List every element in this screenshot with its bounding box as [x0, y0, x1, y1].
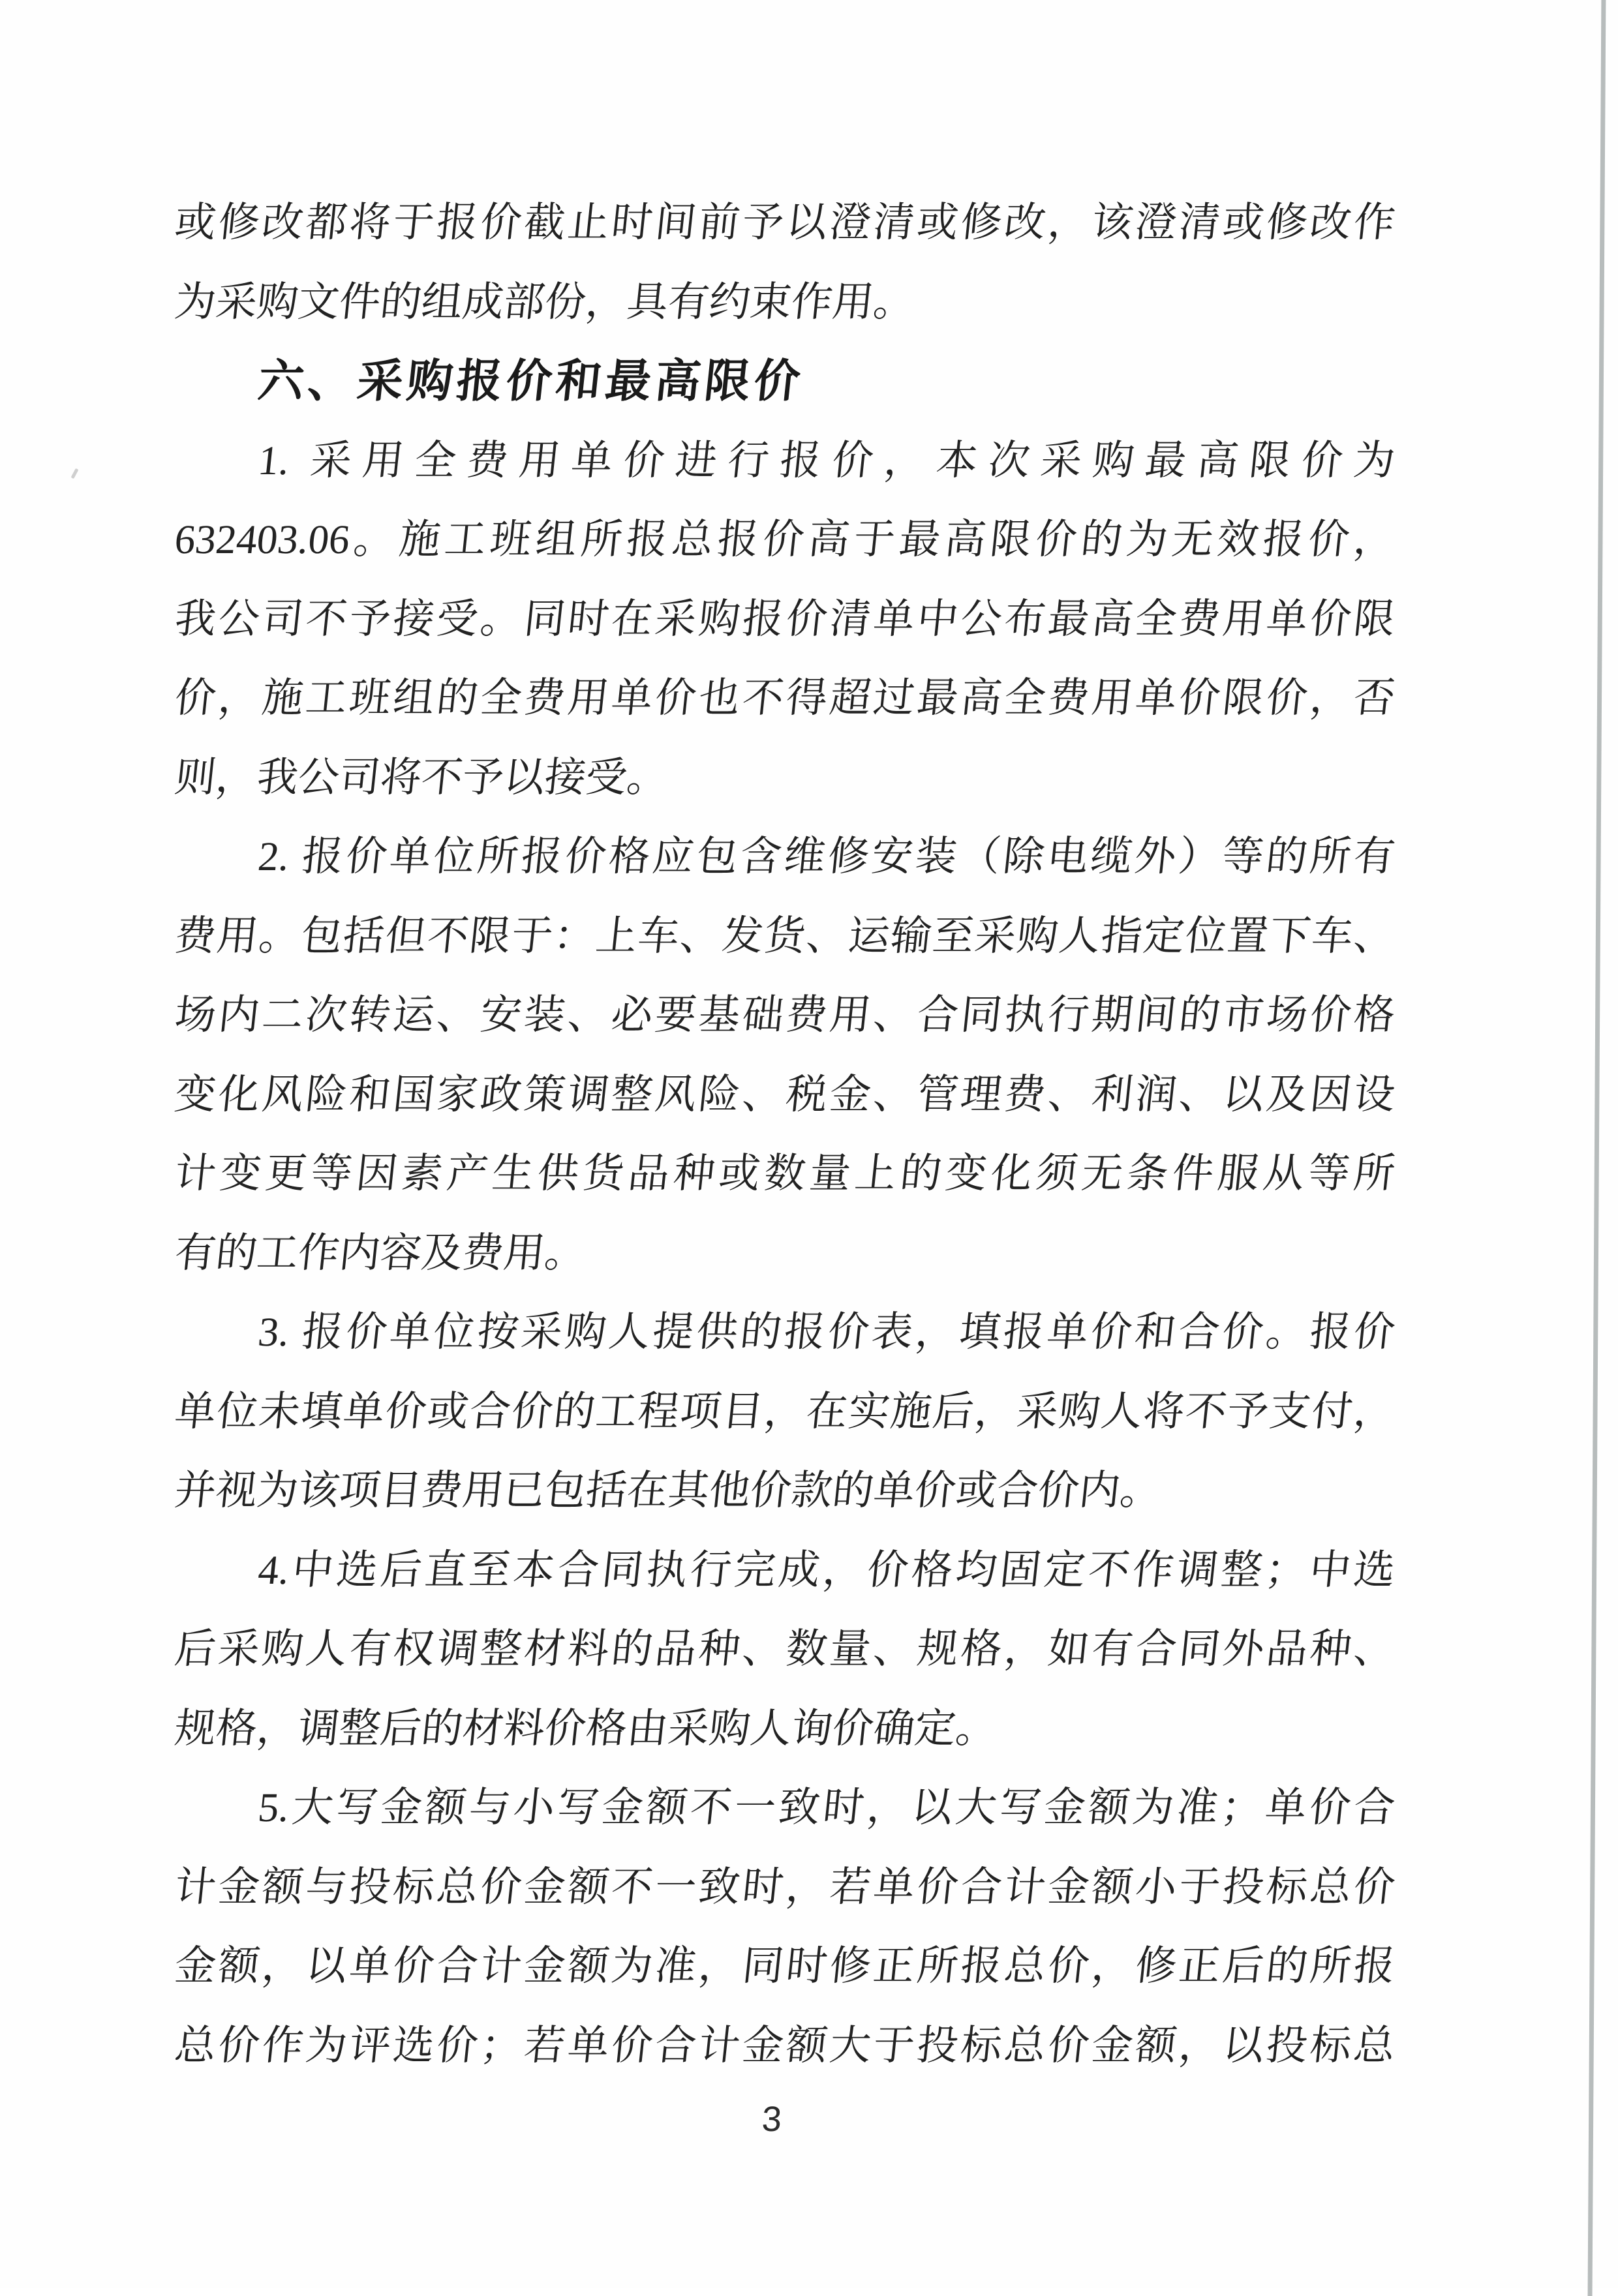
text-line: 则，我公司将不予以接受。 [172, 754, 671, 800]
text-line: 规格，调整后的材料价格由采购人询价确定。 [172, 1705, 1000, 1751]
text-line: 变化风险和国家政策调整风险、税金、管理费、利润、以及因设 [172, 1071, 1397, 1117]
text-line: 计金额与投标总价金额不一致时，若单价合计金额小于投标总价 [172, 1864, 1397, 1910]
text-line: 价，施工班组的全费用单价也不得超过最高全费用单价限价，否 [172, 675, 1397, 721]
text-line: 4.中选后直至本合同执行完成，价格均固定不作调整；中选 [256, 1547, 1397, 1593]
text-line: 后采购人有权调整材料的品种、数量、规格，如有合同外品种、 [172, 1626, 1397, 1672]
text-line: 费用。包括但不限于：上车、发货、运输至采购人指定位置下车、 [172, 913, 1397, 959]
text-line: 为采购文件的组成部份，具有约束作用。 [172, 279, 917, 325]
text-line: 5.大写金额与小写金额不一致时，以大写金额为准；单价合 [256, 1785, 1397, 1830]
text-block [172, 183, 1397, 2085]
text-line: 计变更等因素产生供货品种或数量上的变化须无条件服从等所 [172, 1151, 1397, 1196]
text-line: 金额，以单价合计金额为准，同时修正所报总价，修正后的所报 [172, 1943, 1397, 1989]
text-line: 总价作为评选价；若单价合计金额大于投标总价金额，以投标总 [172, 2022, 1397, 2068]
text-line: 有的工作内容及费用。 [172, 1230, 588, 1276]
text-line: 场内二次转运、安装、必要基础费用、合同执行期间的市场价格 [172, 992, 1397, 1038]
page-number: 3 [761, 2100, 783, 2139]
text-line: 我公司不予接受。同时在采购报价清单中公布最高全费用单价限 [172, 596, 1397, 642]
text-line: 1. 采用全费用单价进行报价，本次采购最高限价为 [256, 437, 1397, 483]
text-line: 2. 报价单位所报价格应包含维修安装（除电缆外）等的所有 [256, 834, 1397, 879]
text-line: 或修改都将于报价截止时间前予以澄清或修改，该澄清或修改作 [172, 200, 1397, 245]
text-line: 632403.06。施工班组所报总报价高于最高限价的为无效报价， [172, 517, 1397, 562]
scan-speck-artifact [71, 468, 79, 479]
text-line: 3. 报价单位按采购人提供的报价表，填报单价和合价。报价 [256, 1309, 1397, 1355]
text-line: 单位未填单价或合价的工程项目，在实施后，采购人将不予支付， [172, 1388, 1397, 1434]
text-line: 并视为该项目费用已包括在其他价款的单价或合价内。 [172, 1468, 1164, 1513]
section-heading: 六、采购报价和最高限价 [255, 355, 807, 406]
scan-edge-artifact [1588, 0, 1606, 2296]
